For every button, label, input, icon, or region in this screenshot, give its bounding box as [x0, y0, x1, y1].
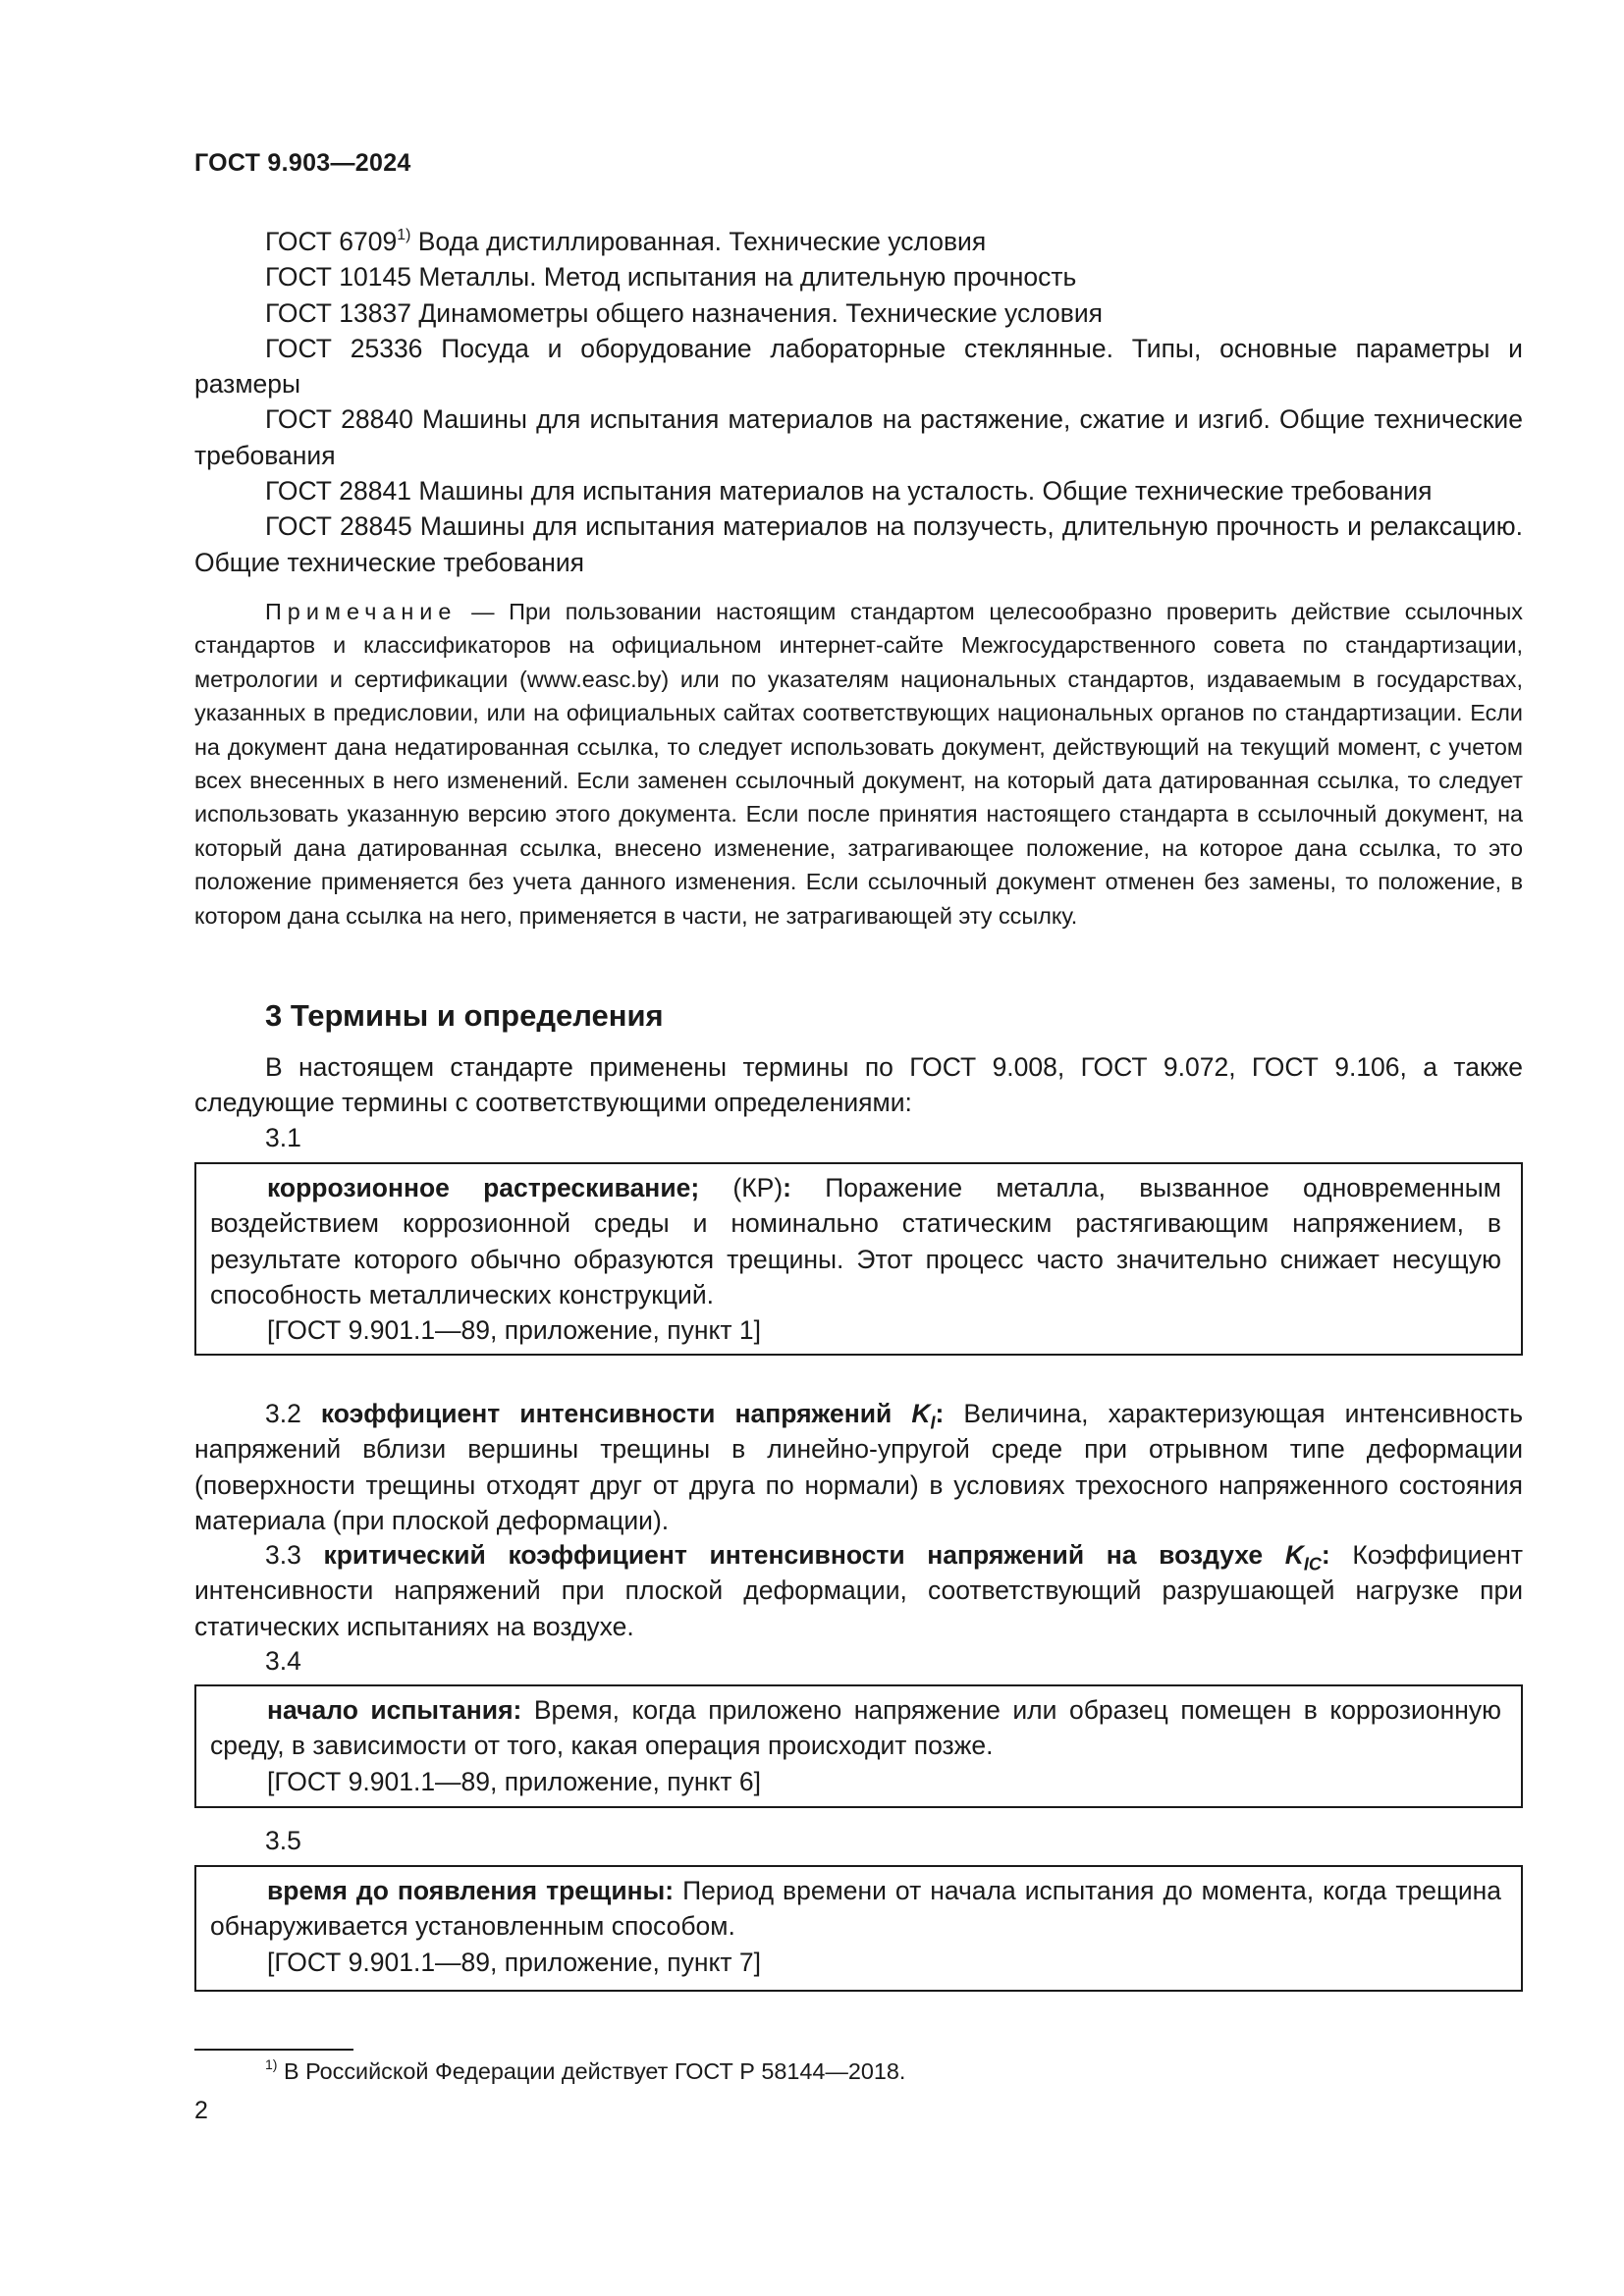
footnote-rule — [194, 2049, 353, 2051]
term-3-2: 3.2 коэффициент интенсивности напряжений $K_I$: Величина, характеризующая интенсивность напряжений вблизи вершины трещины в линейно-упругой среде при отрывном типе деформации (поверхности трещины отходят друг от друга по нормали) в условиях трехосного напряженного состояния материала (при плоской деформации). — [194, 1399, 1524, 1535]
term-definition: Коэффициент интенсивности напряжений при плоской деформации, соответствующий разрушающей нагрузке при статических испытаниях на воздухе. — [194, 1540, 1523, 1641]
term-definition: Поражение металла, вызванное одновременным воздействием коррозионной среды и номинально статическим растягивающим напряжением, в результате которого обычно образуются трещины. Этот процесс часто значительно снижает несущую способность металлических конструкций. — [210, 1173, 1502, 1309]
note-paragraph — [194, 595, 1523, 933]
footnote-mark: 1) — [265, 2056, 278, 2073]
symbol: $K_{IC}$ — [1284, 1540, 1322, 1575]
reference-item: ГОСТ 6709$^{1)}$ Вода дистиллированная. Технические условия — [265, 226, 987, 256]
symbol: $K_I$ — [911, 1399, 936, 1433]
term-definition: Время, когда приложено напряжение или образец помещен в коррозионную среду, в зависимости от того, какая операция происходит позже. — [210, 1695, 1501, 1761]
note-label: Примечание — [265, 599, 458, 624]
footnote-mark: 1) — [397, 226, 411, 243]
term-number-3-4: 3.4 — [265, 1646, 301, 1676]
term-definition: Период времени от начала испытания до момента, когда трещина обнаруживается установленным способом. — [210, 1876, 1501, 1942]
reference-item: ГОСТ 13837 Динамометры общего назначения. Технические условия — [265, 297, 1103, 328]
term-name: критический коэффициент интенсивности напряжений на воздухе — [323, 1540, 1285, 1570]
footnote: $^{1)}$ В Российской Федерации действует ГОСТ Р 58144—2018. — [265, 2056, 906, 2084]
term-number-3-5: 3.5 — [265, 1826, 301, 1855]
term-box-3-5 — [194, 1865, 1523, 1992]
section-title: 3 Термины и определения — [265, 998, 664, 1033]
page-number: 2 — [194, 2097, 208, 2124]
reference-item: ГОСТ 28845 Машины для испытания материалов на ползучесть, длительную прочность и релаксацию. Общие технические требования — [194, 511, 1523, 577]
term-box-3-4 — [194, 1684, 1523, 1808]
term-name: коррозионное растрескивание; — [267, 1173, 700, 1202]
term-3-3: 3.3 критический коэффициент интенсивности напряжений на воздухе $K_{IC}$: Коэффициент интенсивности напряжений при плоской деформации, соответствующий разрушающей нагрузке при статических испытаниях на воздухе. — [194, 1540, 1523, 1641]
note-text: — При пользовании настоящим стандартом целесообразно проверить действие ссылочных стандартов и классификаторов на официальном интернет-сайте Межгосударственного совета по стандартизации, метрологии и сертификации (www.easc.by) или по указателям национальных стандартов, издаваемым в государствах, указанных в предисловии, или на официальных сайтах соответствующих национальных органов по стандартизации. Если на документ дана недатированная ссылка, то следует использовать документ, действующий на текущий момент, с учетом всех внесенных в него изменений. Если заменен ссылочный документ, на который дата датированная ссылка, то следует использовать указанную версию этого документа. Если после принятия настоящего стандарта в ссылочный документ, на который дана датированная ссылка, внесено изменение, затрагивающее положение, на которое дана ссылка, то это положение применяется без учета данного изменения. Если ссылочный документ отменен без замены, то положение, в котором дана ссылка на него, применяется в части, не затрагивающей эту ссылку. — [194, 599, 1523, 929]
reference-item: ГОСТ 10145 Металлы. Метод испытания на длительную прочность — [265, 262, 1077, 293]
term-number-3-1: 3.1 — [265, 1123, 301, 1152]
term-source: [ГОСТ 9.901.1—89, приложение, пункт 7] — [267, 1947, 761, 1977]
term-name: время до появления трещины: — [267, 1876, 675, 1905]
term-name: начало испытания: — [267, 1695, 522, 1725]
document-header: ГОСТ 9.903—2024 — [194, 149, 411, 177]
term-source: [ГОСТ 9.901.1—89, приложение, пункт 6] — [267, 1766, 761, 1796]
term-box-3-1: коррозионное растрескивание; (КР): Поражение металла, вызванное одновременным воздействием коррозионной среды и номинально статическим растягивающим напряжением, в результате которого обычно образуются трещины. Этот процесс часто значительно снижает несущую способность металлических конструкций. [ГОСТ 9.901.1—89, приложение, пункт 1] — [194, 1162, 1523, 1356]
reference-item: ГОСТ 25336 Посуда и оборудование лабораторные стеклянные. Типы, основные параметры и размеры — [194, 333, 1523, 400]
reference-item: ГОСТ 28841 Машины для испытания материалов на усталость. Общие технические требования — [265, 476, 1433, 507]
term-source: [ГОСТ 9.901.1—89, приложение, пункт 1] — [267, 1315, 761, 1346]
section-intro: В настоящем стандарте применены термины по ГОСТ 9.008, ГОСТ 9.072, ГОСТ 9.106, а также следующие термины с соответствующими определениями: — [194, 1052, 1523, 1118]
term-definition: Величина, характеризующая интенсивность напряжений вблизи вершины трещины в линейно-упругой среде при отрывном типе деформации (поверхности трещины отходят друг от друга по нормали) в условиях трехосного напряженного состояния материала (при плоской деформации). — [194, 1399, 1524, 1535]
term-name: коэффициент интенсивности напряжений — [320, 1399, 912, 1428]
reference-item: ГОСТ 28840 Машины для испытания материалов на растяжение, сжатие и изгиб. Общие технические требования — [194, 404, 1523, 470]
normative-references-list — [194, 224, 1523, 580]
